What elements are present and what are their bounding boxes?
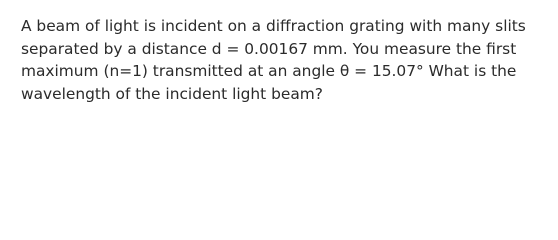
question-text: A beam of light is incident on a diffraction grating with many slits separated by a distance d = 0.00167 mm. You measure the first maximum (n=1) transmitted at an angle θ = 15.07° What is the wavelength of the incident light beam? [21,17,526,103]
